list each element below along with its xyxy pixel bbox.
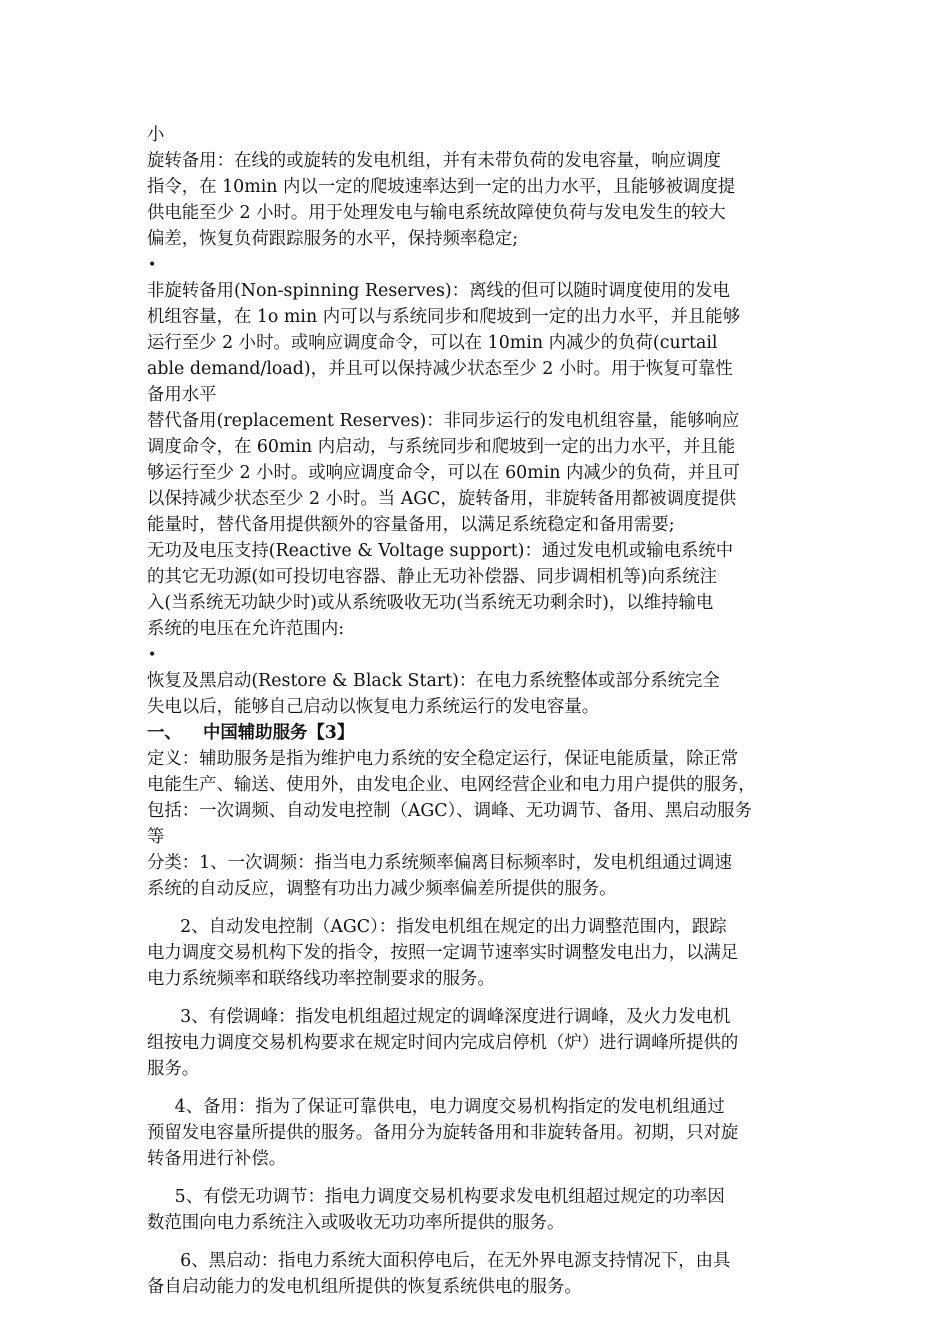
text-line: 数范围向电力系统注入或吸收无功功率所提供的服务。 — [147, 1213, 565, 1233]
text-line: 以保持减少状态至少 2 小时。当 AGC，旋转备用，非旋转备用都被调度提供 — [147, 489, 737, 509]
text-line: 机组容量，在 1o min 内可以与系统同步和爬坡到一定的出力水平，并且能够 — [147, 307, 741, 327]
text-line: 失电以后，能够自己启动以恢复电力系统运行的发电容量。 — [147, 697, 600, 717]
section-number: 一、 — [147, 723, 182, 743]
text-line: 备用水平 — [147, 385, 217, 405]
text-line: 电能生产、输送、使用外，由发电企业、电网经营企业和电力用户提供的服务， — [147, 775, 756, 795]
text-line: 3、有偿调峰：指发电机组超过规定的调峰深度进行调峰，及火力发电机 — [147, 1007, 731, 1027]
text-line: 够运行至少 2 小时。或响应调度命令，可以在 60min 内减少的负荷，并且可 — [147, 463, 740, 483]
text-line: 能量时，替代备用提供额外的容量备用，以满足系统稳定和备用需要; — [147, 515, 675, 535]
text-line: 偏差，恢复负荷跟踪服务的水平，保持频率稳定; — [147, 229, 519, 249]
text-line: 供电能至少 2 小时。用于处理发电与输电系统故障使负荷与发电发生的较大 — [147, 203, 726, 223]
text-line: 转备用进行补偿。 — [147, 1149, 287, 1169]
bullet-marker: • — [148, 257, 157, 273]
text-line: 电力调度交易机构下发的指令，按照一定调节速率实时调整发电出力，以满足 — [147, 943, 739, 963]
text-line: 无功及电压支持(Reactive & Voltage support)：通过发电机或输电系统中 — [147, 541, 734, 561]
text-line: 备自启动能力的发电机组所提供的恢复系统供电的服务。 — [147, 1277, 582, 1297]
text-line: 系统的自动反应，调整有功出力减少频率偏差所提供的服务。 — [147, 879, 617, 899]
text-line: 分类：1、一次调频：指当电力系统频率偏离目标频率时，发电机组通过调速 — [147, 853, 732, 873]
text-line: 小 — [147, 125, 165, 145]
text-line: 组按电力调度交易机构要求在规定时间内完成启停机（炉）进行调峰所提供的 — [147, 1033, 739, 1053]
section-title: 中国辅助服务【3】 — [203, 723, 355, 743]
text-line: 2、自动发电控制（AGC）：指发电机组在规定的出力调整范围内，跟踪 — [147, 917, 727, 937]
text-line: 入(当系统无功缺少时)或从系统吸收无功(当系统无功剩余时)，以维持输电 — [147, 593, 714, 613]
bullet-marker: • — [148, 647, 157, 663]
text-line: 旋转备用：在线的或旋转的发电机组，并有未带负荷的发电容量，响应调度 — [147, 151, 721, 171]
text-line: 调度命令，在 60min 内启动，与系统同步和爬坡到一定的出力水平，并且能 — [147, 437, 736, 457]
text-line: 指令，在 10min 内以一定的爬坡速率达到一定的出力水平，且能够被调度提 — [147, 177, 736, 197]
text-line: 非旋转备用(Non-spinning Reserves)：离线的但可以随时调度使用的发电 — [147, 281, 730, 301]
text-line: 预留发电容量所提供的服务。备用分为旋转备用和非旋转备用。初期，只对旋 — [147, 1123, 739, 1143]
text-line: 系统的电压在允许范围内: — [147, 619, 345, 639]
text-line: 定义：辅助服务是指为维护电力系统的安全稳定运行，保证电能质量，除正常 — [147, 749, 739, 769]
text-line: 5、有偿无功调节：指电力调度交易机构要求发电机组超过规定的功率因 — [147, 1187, 725, 1207]
text-line: 替代备用(replacement Reserves)：非同步运行的发电机组容量，能够响应 — [147, 411, 740, 431]
section-heading — [147, 720, 812, 746]
text-line: 恢复及黑启动(Restore & Black Start)：在电力系统整体或部分系统完全 — [147, 671, 720, 691]
text-line: 等 — [147, 827, 165, 847]
text-line: 包括：一次调频、自动发电控制（AGC）、调峰、无功调节、备用、黑启动服务 — [147, 801, 752, 821]
text-line: 服务。 — [147, 1059, 200, 1079]
text-line: 的其它无功源(如可投切电容器、静止无功补偿器、同步调相机等)向系统注 — [147, 567, 718, 587]
text-line: 运行至少 2 小时。或响应调度命令，可以在 10min 内减少的负荷(curtail — [147, 333, 718, 353]
text-line: 电力系统频率和联络线功率控制要求的服务。 — [147, 969, 495, 989]
text-line: 4、备用：指为了保证可靠供电，电力调度交易机构指定的发电机组通过 — [147, 1097, 725, 1117]
text-line: able demand/load)，并且可以保持减少状态至少 2 小时。用于恢复可靠性 — [147, 359, 733, 379]
text-line: 6、黑启动：指电力系统大面积停电后，在无外界电源支持情况下，由具 — [147, 1251, 731, 1271]
document-page — [147, 122, 812, 1300]
